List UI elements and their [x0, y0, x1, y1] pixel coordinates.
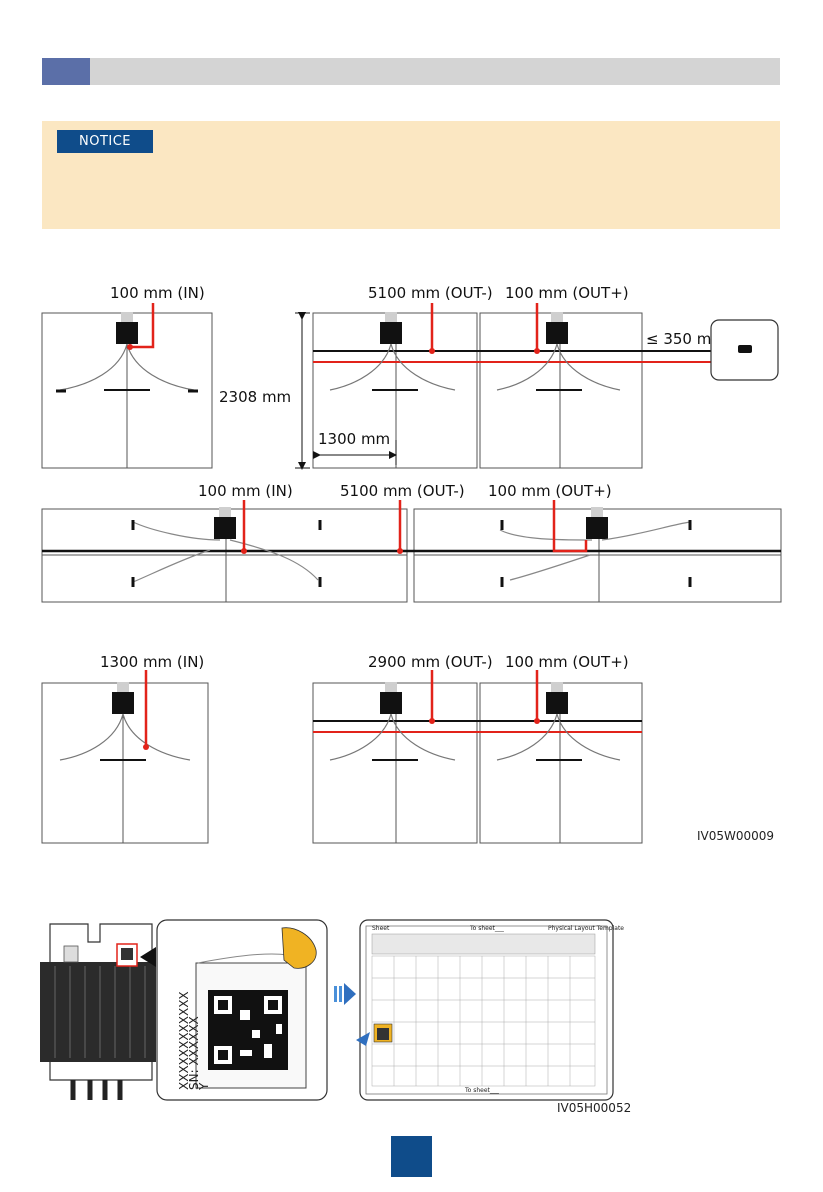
svg-text:XXXXXXXXXXXX: XXXXXXXXXXXX [177, 991, 191, 1090]
figure-code-2: IV05H00052 [557, 1101, 632, 1115]
svg-text:100 mm (IN): 100 mm (IN) [198, 482, 293, 500]
svg-text:5100 mm (OUT-): 5100 mm (OUT-) [340, 482, 465, 500]
diagram2 [42, 482, 781, 602]
svg-text:100 mm (OUT+): 100 mm (OUT+) [488, 482, 612, 500]
notice-badge: NOTICE [57, 130, 153, 153]
label-width: 1300 mm [318, 430, 391, 448]
figure-code-1: IV05W00009 [697, 829, 775, 843]
svg-text:1300 mm (IN): 1300 mm (IN) [100, 653, 205, 671]
svg-text:100 mm (OUT+): 100 mm (OUT+) [505, 653, 629, 671]
svg-text:Y: Y [197, 1082, 211, 1090]
sn-label: SN: XXXXXX [187, 1016, 201, 1090]
svg-text:To sheet___: To sheet___ [470, 925, 504, 932]
diagram3 [42, 653, 774, 843]
page-number-badge [391, 1136, 432, 1177]
figure2 [40, 920, 631, 1115]
label-distance: ≤ 350 m [646, 330, 712, 348]
label-in: 100 mm (IN) [110, 284, 205, 302]
optimizer-icon [116, 312, 138, 344]
label-out-minus: 5100 mm (OUT-) [368, 284, 493, 302]
svg-text:Sheet: Sheet [372, 925, 390, 932]
label-height: 2308 mm [219, 388, 292, 406]
svg-text:To sheet___: To sheet___ [465, 1087, 499, 1094]
svg-text:2900 mm (OUT-): 2900 mm (OUT-) [368, 653, 493, 671]
diagram1 [42, 284, 778, 468]
label-out-plus: 100 mm (OUT+) [505, 284, 629, 302]
svg-text:Physical Layout Template: Physical Layout Template [548, 925, 624, 932]
